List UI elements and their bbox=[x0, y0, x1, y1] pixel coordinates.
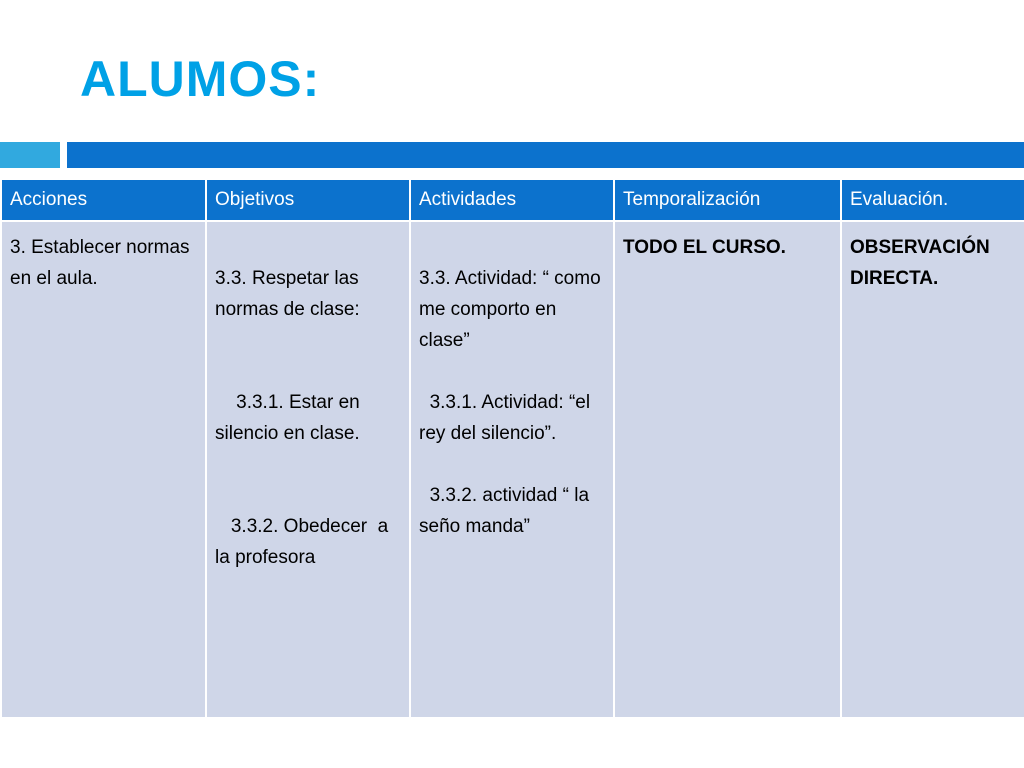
spacer bbox=[215, 449, 401, 511]
acciones-text: 3. Establecer normas en el aula. bbox=[10, 237, 195, 289]
cell-temporalizacion bbox=[614, 221, 841, 718]
table-row bbox=[1, 221, 1024, 718]
plan-table bbox=[0, 178, 1024, 719]
evaluacion-text: OBSERVACIÓN DIRECTA. bbox=[850, 237, 995, 289]
spacer bbox=[419, 356, 605, 387]
temporalizacion-text: TODO EL CURSO. bbox=[623, 237, 786, 258]
cell-acciones bbox=[1, 221, 206, 718]
cell-objetivos bbox=[206, 221, 410, 718]
actividad-sub-2: 3.3.2. actividad “ la seño manda” bbox=[419, 485, 595, 537]
slide-title: ALUMOS: bbox=[80, 51, 321, 107]
spacer bbox=[419, 449, 605, 480]
header-evaluacion: Evaluación. bbox=[841, 179, 1024, 221]
spacer bbox=[215, 325, 401, 387]
header-acciones: Acciones bbox=[1, 179, 206, 221]
header-temporalizacion: Temporalización bbox=[614, 179, 841, 221]
header-objetivos: Objetivos bbox=[206, 179, 410, 221]
objetivo-main: 3.3. Respetar las normas de clase: bbox=[215, 268, 364, 320]
table-header-row bbox=[1, 179, 1024, 221]
accent-bar-main bbox=[67, 142, 1024, 168]
cell-evaluacion bbox=[841, 221, 1024, 718]
cell-actividades bbox=[410, 221, 614, 718]
objetivo-sub-2: 3.3.2. Obedecer a la profesora bbox=[215, 516, 394, 568]
objetivo-sub-1: 3.3.1. Estar en silencio en clase. bbox=[215, 392, 365, 444]
accent-bar-gap bbox=[60, 142, 67, 168]
actividad-sub-1: 3.3.1. Actividad: “el rey del silencio”. bbox=[419, 392, 596, 444]
accent-bar-left bbox=[0, 142, 60, 168]
actividad-main: 3.3. Actividad: “ como me comporto en clase” bbox=[419, 268, 606, 351]
header-actividades: Actividades bbox=[410, 179, 614, 221]
